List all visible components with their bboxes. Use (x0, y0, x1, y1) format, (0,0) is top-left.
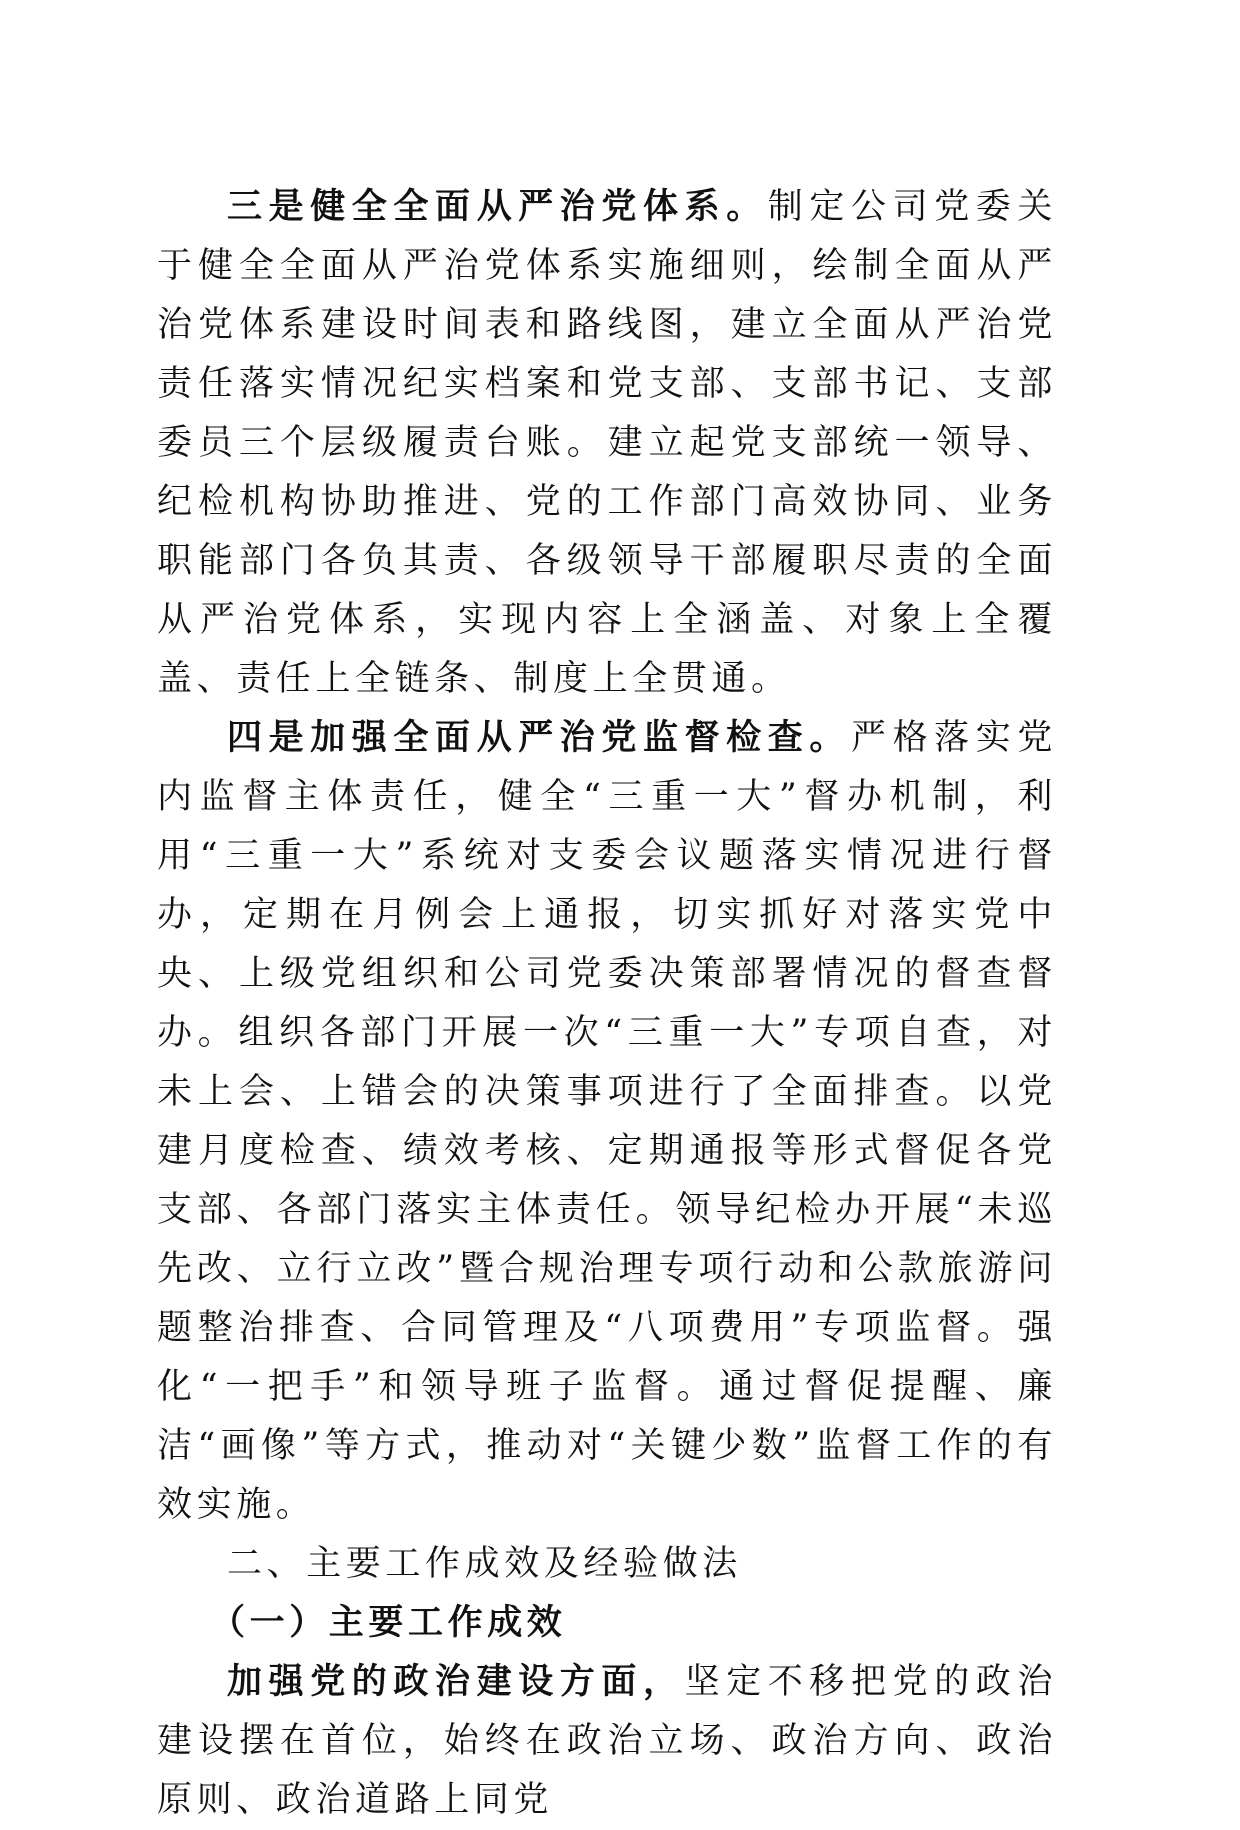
paragraph-text: 严格落实党内监督主体责任，健全“三重一大”督办机制，利用“三重一大”系统对支委会议题落实情况进行督办，定期在月例会上通报，切实抓好对落实党中央、上级党组织和公司党委决策部署情况的督查督办。组织各部门开展一次“三重一大”专项自查，对未上会、上错会的决策事项进行了全面排查。以党建月度检查、绩效考核、定期通报等形式督促各党支部、各部门落实主体责任。领导纪检办开展“未巡先改、立行立改”暨合规治理专项行动和公款旅游问题整治排查、合同管理及“八项费用”专项监督。强化“一把手”和领导班子监督。通过督促提醒、廉洁“画像”等方式，推动对“关键少数”监督工作的有效实施。 (157, 718, 1057, 1525)
paragraph-text: 坚定不移把党的政治建设摆在首位，始终在政治立场、政治方向、政治原则、政治道路上同党 (157, 1662, 1057, 1820)
section-heading: 二、主要工作成效及经验做法 (227, 1544, 742, 1584)
paragraph-lead: 加强党的政治建设方面， (227, 1662, 685, 1702)
document-body (157, 178, 1057, 1830)
paragraph-political-building (157, 1653, 1057, 1830)
subsection-heading: （一）主要工作成效 (210, 1603, 567, 1643)
paragraph-lead: 三是健全全面从严治党体系。 (227, 187, 768, 227)
paragraph-lead: 四是加强全面从严治党监督检查。 (227, 718, 851, 758)
paragraph-text: 制定公司党委关于健全全面从严治党体系实施细则，绘制全面从严治党体系建设时间表和路线图，建立全面从严治党责任落实情况纪实档案和党支部、支部书记、支部委员三个层级履责台账。建立起党支部统一领导、纪检机构协助推进、党的工作部门高效协同、业务职能部门各负其责、各级领导干部履职尽责的全面从严治党体系，实现内容上全涵盖、对象上全覆盖、责任上全链条、制度上全贯通。 (157, 187, 1057, 699)
paragraph-system-building (157, 178, 1057, 709)
paragraph-supervision (157, 709, 1057, 1535)
